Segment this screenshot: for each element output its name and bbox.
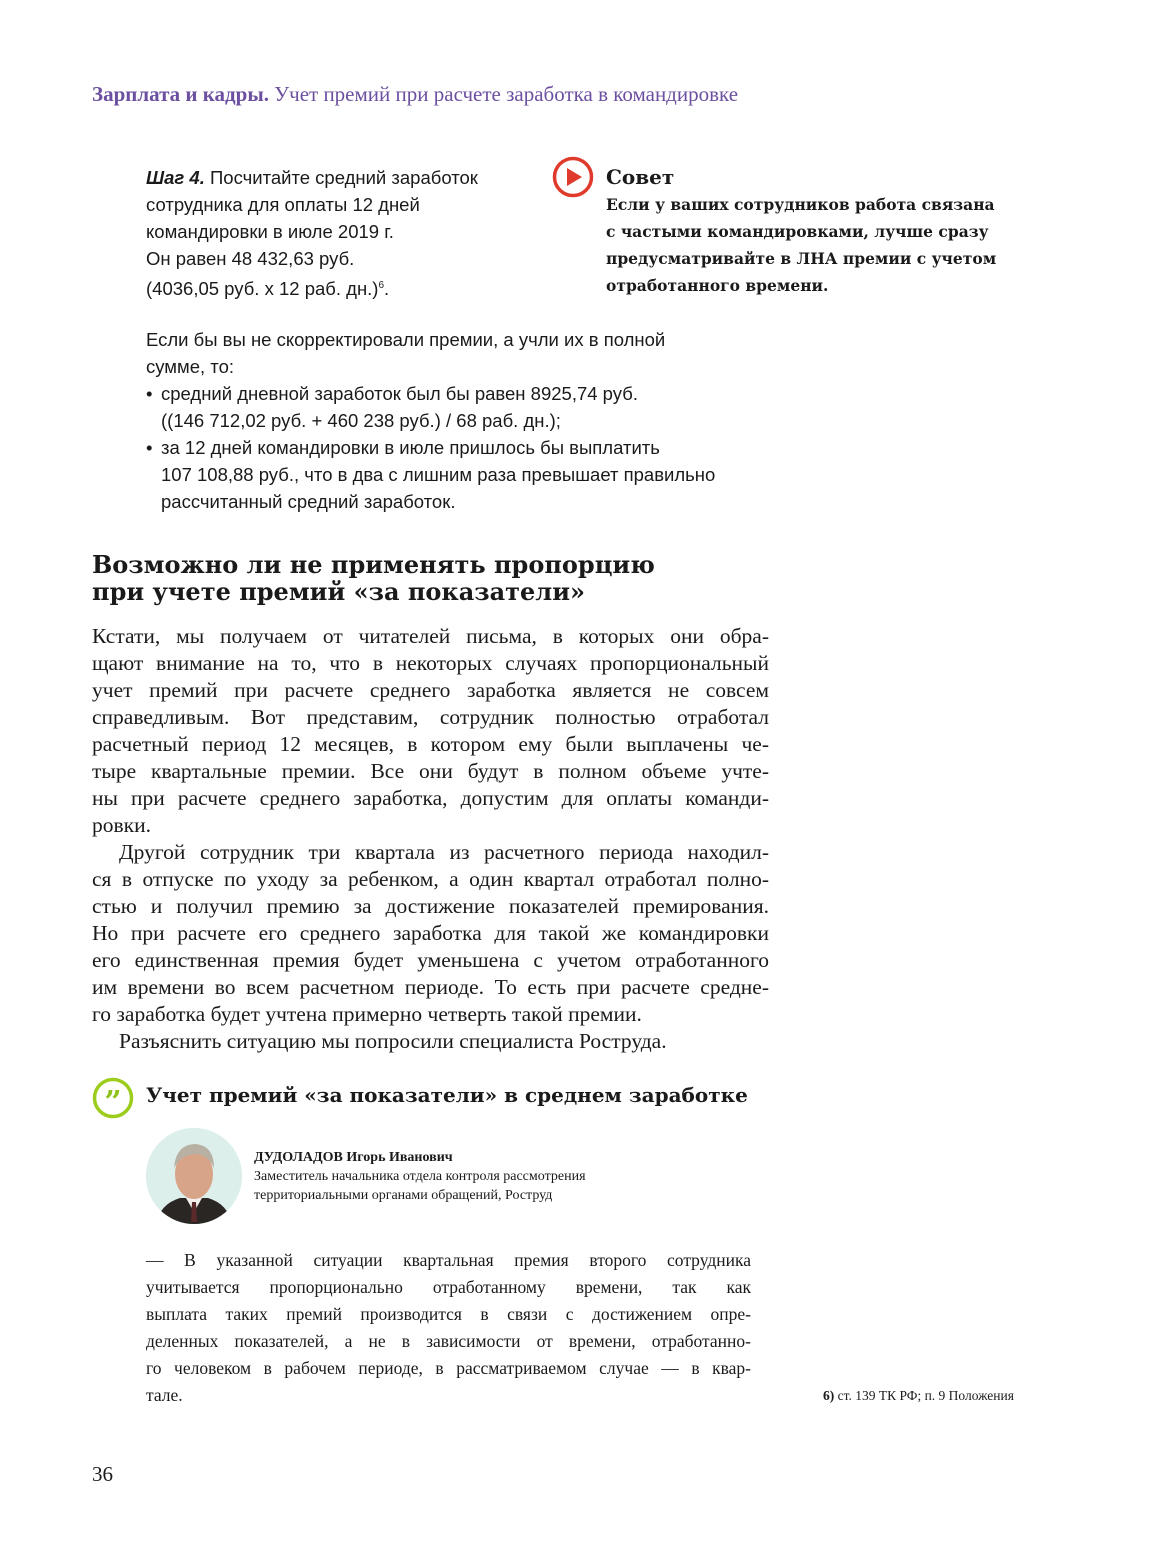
text-line: ровки. [92, 813, 151, 837]
text-line: Но при расчете его среднего заработка для такой же командировки [92, 921, 769, 945]
footnote-number: 6) [823, 1388, 835, 1403]
footnote-text: ст. 139 ТК РФ; п. 9 Положения [837, 1388, 1014, 1403]
expert-info [254, 1148, 586, 1205]
text-line: тыре квартальные премии. Все они будут в полном объеме учте- [92, 759, 769, 783]
text-line: его единственная премия будет уменьшена с учетом отработанного [92, 948, 769, 972]
quote-line: выплата таких премий производится в связи с достижением опре- [146, 1304, 751, 1324]
expert-position: территориальными органами обращений, Роструд [254, 1188, 553, 1203]
tip-line: предусматривайте в ЛНА премии с учетом [606, 249, 997, 268]
quote-line: учитывается пропорционально отработанному времени, так как [146, 1277, 751, 1297]
heading-line: при учете премий «за показатели» [92, 577, 586, 606]
step-line: Он равен 48 432,63 руб. [146, 248, 355, 269]
footnote-ref[interactable]: 6 [378, 280, 385, 291]
tip-title: Совет [606, 165, 675, 189]
text-line: расчетный период 12 месяцев, в котором ему были выплачены че- [92, 732, 769, 756]
text-line: справедливым. Вот представим, сотрудник полностью отработал [92, 705, 769, 729]
text-line: учет премий при расчете среднего заработка является не совсем [92, 678, 769, 702]
text-line: Разъяснить ситуацию мы попросили специалиста Роструда. [119, 1029, 667, 1053]
text-line: Другой сотрудник три квартала из расчетного периода находил- [119, 840, 769, 864]
text-line: го заработка будет учтена примерно четверть такой премии. [92, 1002, 642, 1026]
text-line: ((146 712,02 руб. + 460 238 руб.) / 68 раб. дн.); [161, 410, 561, 431]
expert-photo [146, 1128, 242, 1224]
expert-position: Заместитель начальника отдела контроля рассмотрения [254, 1169, 586, 1184]
text-line: Кстати, мы получаем от читателей письма, в которых они обра- [92, 624, 769, 648]
step-line: Посчитайте средний заработок [209, 167, 478, 188]
quote-line: — В указанной ситуации квартальная премия второго сотрудника [146, 1250, 751, 1270]
bullet-item: • средний дневной заработок был бы равен 8925,74 руб. [146, 380, 715, 407]
section-name: Зарплата и кадры. [92, 82, 270, 106]
step-label: Шаг 4. [146, 167, 205, 188]
section-heading [92, 551, 655, 605]
step-line: командировки в июле 2019 г. [146, 221, 394, 242]
text-line: щают внимание на то, что в некоторых случаях пропорциональный [92, 651, 769, 675]
quote-icon [92, 1077, 134, 1119]
bullet-item: • за 12 дней командировки в июле пришлось бы выплатить [146, 434, 715, 461]
step-line: сотрудника для оплаты 12 дней [146, 194, 420, 215]
page-number: 36 [92, 1462, 113, 1486]
tip-line: с частыми командировками, лучше сразу [606, 222, 989, 241]
tip-line: отработанного времени. [606, 276, 829, 295]
text-line: Если бы вы не скорректировали премии, а учли их в полной [146, 329, 666, 350]
svg-text:”: ” [104, 1085, 122, 1119]
article-title: Учет премий при расчете заработка в командировке [274, 82, 739, 106]
heading-line: Возможно ли не применять пропорцию [92, 550, 655, 579]
footnote [823, 1388, 1014, 1404]
running-header [92, 82, 738, 107]
step-block: Шаг 4. Посчитайте средний заработок сотрудника для оплаты 12 дней командировки в июле 2019 г. Он равен 48 432,63 руб. (4036,05 руб. х 12 раб. дн.)$^6$. [146, 167, 478, 300]
text-line: ны при расчете среднего заработка, допустим для оплаты команди- [92, 786, 769, 810]
tip-line: Если у ваших сотрудников работа связана [606, 195, 995, 214]
quote-line: тале. [146, 1385, 183, 1405]
text-line: сумме, то: [146, 356, 234, 377]
expert-name: ДУДОЛАДОВ Игорь Иванович [254, 1150, 453, 1165]
alternative-calculation [146, 326, 715, 515]
text-line: им времени во всем расчетном периоде. То есть при расчете средне- [92, 975, 769, 999]
body-text [92, 623, 769, 1055]
quote-line: деленных показателей, а не в зависимости от времени, отработанно- [146, 1331, 751, 1351]
tip-box [606, 164, 996, 299]
quote-line: го человеком в рабочем периоде, в рассматриваемом случае — в квар- [146, 1358, 751, 1378]
step-line: (4036,05 руб. х 12 раб. дн.) [146, 278, 379, 300]
text-line: 107 108,88 руб., что в два с лишним раза превышает правильно [161, 464, 716, 485]
play-icon [552, 156, 594, 198]
text-line: рассчитанный средний заработок. [161, 491, 456, 512]
expert-quote [146, 1247, 751, 1409]
text-line: ся в отпуске по уходу за ребенком, а один квартал отработал полно- [92, 867, 769, 891]
text-line: стью и получил премию за достижение показателей премирования. [92, 894, 769, 918]
expert-section-title: Учет премий «за показатели» в среднем заработке [146, 1083, 748, 1107]
